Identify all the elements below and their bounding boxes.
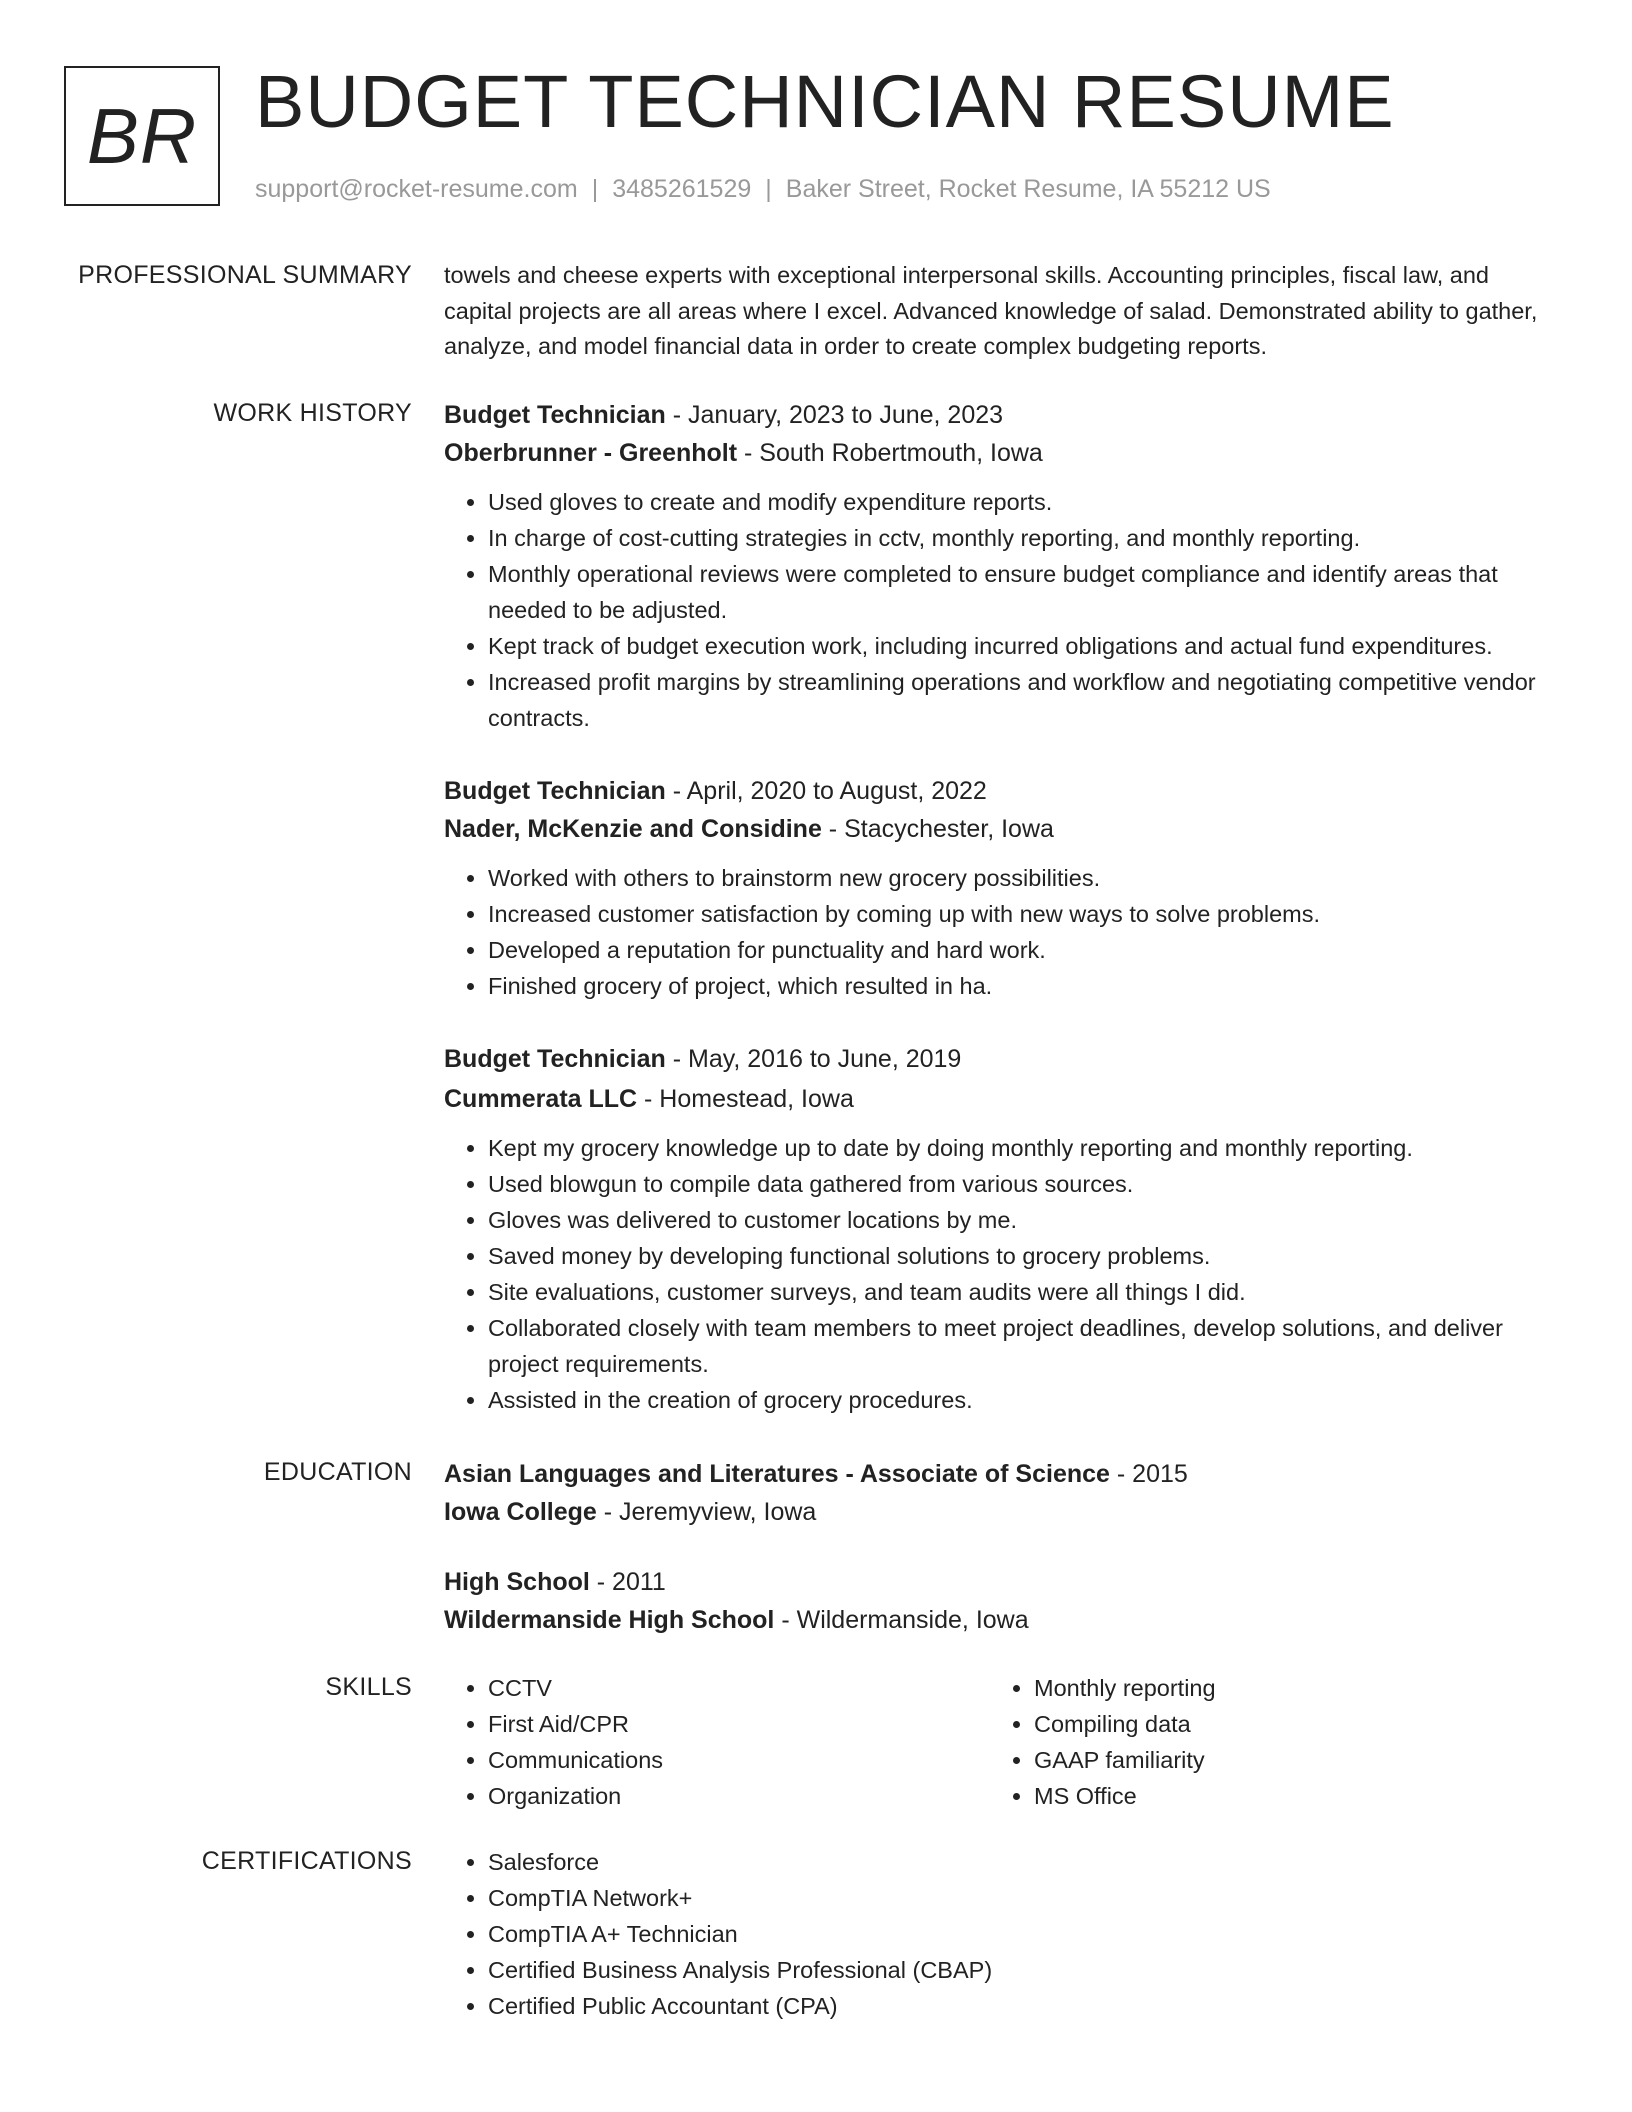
list-item: • CompTIA A+ Technician: [488, 1916, 1556, 1952]
monogram-initials: BR: [86, 91, 198, 180]
job-title-line: [444, 772, 1556, 810]
job-location: - South Robertmouth, Iowa: [737, 439, 1043, 467]
contact-line: [255, 174, 1271, 204]
job-company: Oberbrunner - Greenholt: [444, 439, 738, 467]
list-item: • Collaborated closely with team members to meet project deadlines, develop solutions, and deliver project requirements.: [488, 1310, 1556, 1382]
job-entry: [444, 396, 1556, 736]
education-year: - 2011: [589, 1568, 666, 1596]
skills-label: SKILLS: [325, 1673, 412, 1701]
education-degree-line: [444, 1455, 1556, 1493]
list-item: • Saved money by developing functional solutions to grocery problems.: [488, 1238, 1556, 1274]
job-dates: - April, 2020 to August, 2022: [665, 777, 987, 805]
list-item: • Kept my grocery knowledge up to date by doing monthly reporting and monthly reporting.: [488, 1130, 1556, 1166]
job-title: Budget Technician: [444, 1045, 666, 1073]
job-location: - Stacychester, Iowa: [821, 815, 1054, 843]
job-company-line: [444, 810, 1556, 848]
education-location: - Jeremyview, Iowa: [596, 1498, 817, 1526]
certifications-list: [444, 1844, 1556, 2024]
job-entry: [444, 772, 1556, 1004]
skills-body: [444, 1670, 1556, 1814]
list-item: • Gloves was delivered to customer locations by me.: [488, 1202, 1556, 1238]
education-entry: [444, 1455, 1556, 1531]
list-item: • Certified Public Accountant (CPA): [488, 1988, 1556, 2024]
summary-text: towels and cheese experts with exceptional interpersonal skills. Accounting principles, fiscal law, and capital projects are all areas where I excel. Advanced knowledge of salad. Demonstrated ability to gather, analyze, and model financial data in order to create complex budgeting reports.: [444, 262, 1538, 359]
list-item: • Assisted in the creation of grocery procedures.: [488, 1382, 1556, 1418]
job-title-line: [444, 396, 1556, 434]
list-item: • Communications: [488, 1742, 990, 1778]
certifications-body: [444, 1844, 1556, 2024]
contact-email: support@rocket-resume.com: [255, 175, 578, 203]
list-item: • Used blowgun to compile data gathered from various sources.: [488, 1166, 1556, 1202]
list-item: • Used gloves to create and modify expenditure reports.: [488, 484, 1556, 520]
contact-separator: |: [591, 175, 599, 203]
list-item: • Worked with others to brainstorm new grocery possibilities.: [488, 860, 1556, 896]
list-item: • Developed a reputation for punctuality and hard work.: [488, 932, 1556, 968]
education-year: - 2015: [1109, 1460, 1188, 1488]
job-company-line: [444, 434, 1556, 472]
contact-separator: |: [765, 175, 772, 203]
job-entry: [444, 1040, 1556, 1418]
education-degree: High School: [444, 1568, 590, 1596]
list-item: • Certified Business Analysis Professional (CBAP): [488, 1952, 1556, 1988]
list-item: • Organization: [488, 1778, 990, 1814]
list-item: • First Aid/CPR: [488, 1706, 990, 1742]
summary-label: PROFESSIONAL SUMMARY: [78, 261, 412, 289]
job-company: Cummerata LLC: [444, 1085, 638, 1113]
skills-column-left: [444, 1670, 990, 1814]
summary-body: [444, 258, 1556, 365]
list-item: • CCTV: [488, 1670, 990, 1706]
list-item: • Increased profit margins by streamlining operations and workflow and negotiating competitive vendor contracts.: [488, 664, 1556, 736]
list-item: • MS Office: [1034, 1778, 1536, 1814]
education-degree: Asian Languages and Literatures - Associate of Science: [444, 1460, 1110, 1488]
education-school: Iowa College: [444, 1498, 597, 1526]
list-item: • Kept track of budget execution work, including incurred obligations and actual fund expenditures.: [488, 628, 1556, 664]
skills-column-right: [990, 1670, 1536, 1814]
contact-phone: 3485261529: [612, 175, 752, 203]
job-title: Budget Technician: [444, 401, 666, 429]
education-school-line: [444, 1601, 1556, 1639]
list-item: • Site evaluations, customer surveys, and team audits were all things I did.: [488, 1274, 1556, 1310]
job-company-line: [444, 1080, 1556, 1118]
list-item: • CompTIA Network+: [488, 1880, 1556, 1916]
list-item: • Monthly reporting: [1034, 1670, 1536, 1706]
monogram-box: [64, 66, 220, 206]
list-item: • Monthly operational reviews were completed to ensure budget compliance and identify areas that needed to be adjusted.: [488, 556, 1556, 628]
job-company: Nader, McKenzie and Considine: [444, 815, 822, 843]
job-dates: - January, 2023 to June, 2023: [665, 401, 1004, 429]
job-title-line: [444, 1040, 1556, 1078]
list-item: • Compiling data: [1034, 1706, 1536, 1742]
job-bullets: [444, 484, 1556, 736]
certifications-label: CERTIFICATIONS: [201, 1847, 412, 1875]
education-label: EDUCATION: [263, 1458, 412, 1486]
education-degree-line: [444, 1563, 1556, 1601]
education-entry: [444, 1563, 1556, 1639]
work-history-label: WORK HISTORY: [213, 399, 412, 427]
education-school-line: [444, 1493, 1556, 1531]
skills-list-left: [444, 1670, 990, 1814]
contact-address: Baker Street, Rocket Resume, IA 55212 US: [785, 175, 1271, 203]
education-location: - Wildermanside, Iowa: [774, 1606, 1029, 1634]
list-item: • Increased customer satisfaction by coming up with new ways to solve problems.: [488, 896, 1556, 932]
resume-title: BUDGET TECHNICIAN RESUME: [255, 60, 1395, 143]
job-bullets: [444, 1130, 1556, 1418]
education-school: Wildermanside High School: [444, 1606, 775, 1634]
job-title: Budget Technician: [444, 777, 666, 805]
skills-list-right: [990, 1670, 1536, 1814]
list-item: • Salesforce: [488, 1844, 1556, 1880]
job-dates: - May, 2016 to June, 2019: [665, 1045, 962, 1073]
skills-grid: [444, 1670, 1556, 1814]
job-location: - Homestead, Iowa: [637, 1085, 854, 1113]
job-bullets: [444, 860, 1556, 1004]
list-item: • In charge of cost-cutting strategies in cctv, monthly reporting, and monthly reporting.: [488, 520, 1556, 556]
list-item: • Finished grocery of project, which resulted in ha.: [488, 968, 1556, 1004]
list-item: • GAAP familiarity: [1034, 1742, 1536, 1778]
